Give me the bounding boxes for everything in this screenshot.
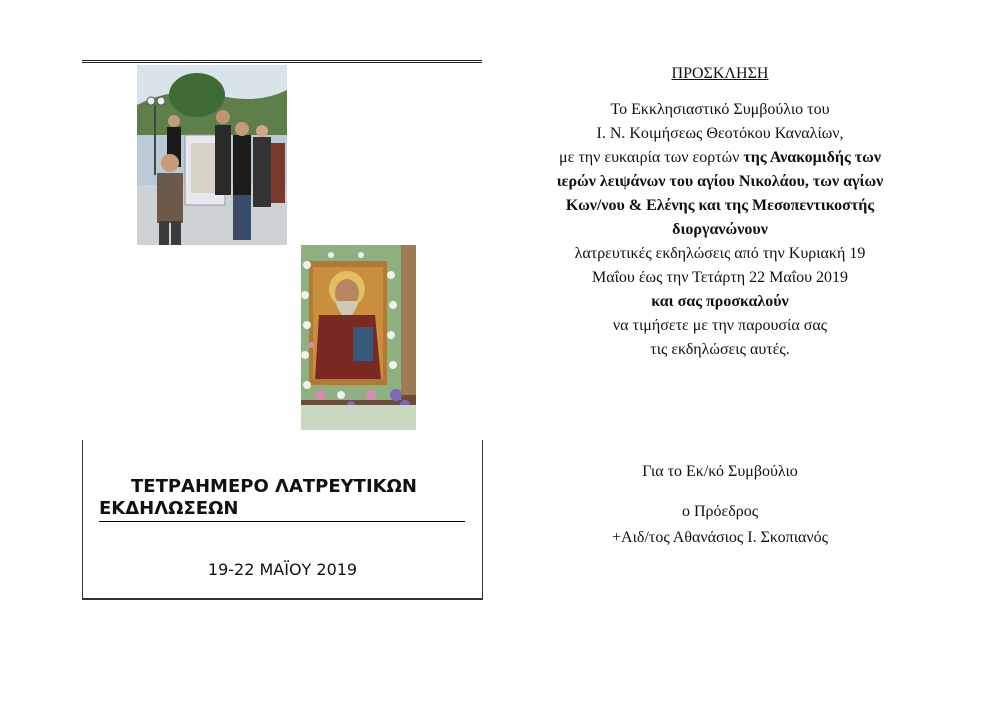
signature-block bbox=[510, 460, 930, 560]
invitation-line: Ι. Ν. Κοιμήσεως Θεοτόκου Καναλίων, bbox=[596, 125, 844, 142]
invitation-line-part: με την ευκαιρία των εορτών bbox=[559, 149, 744, 166]
invitation-line-mixed bbox=[510, 146, 930, 170]
icon-of-saint-photo bbox=[301, 245, 416, 430]
invitation-line: Το Εκκλησιαστικό Συμβούλιο του bbox=[610, 101, 830, 118]
invitation-line: να τιμήσετε με την παρουσία σας bbox=[612, 317, 828, 334]
invitation-line-bold: διοργανώνουν bbox=[672, 221, 768, 238]
invitation-line-bold: ιερών λειψάνων του αγίου Νικολάου, των αγίων bbox=[556, 173, 884, 190]
top-double-rule bbox=[82, 60, 482, 63]
invitation-line: Μαΐου έως την Τετάρτη 22 Μαΐου 2019 bbox=[592, 269, 848, 286]
procession-photo bbox=[137, 65, 287, 245]
event-title-box bbox=[82, 440, 483, 600]
event-dates: 19-22 ΜΑΪΟΥ 2019 bbox=[207, 560, 358, 579]
signature-role: ο Πρόεδρος bbox=[681, 503, 759, 520]
invitation-line-bold: Κων/νου & Ελένης και της Μεσοπεντικοστής bbox=[565, 197, 875, 214]
signature-name: +Αιδ/τος Αθανάσιος Ι. Σκοπιανός bbox=[612, 529, 828, 546]
invitation-line-bold: και σας προσκαλούν bbox=[651, 293, 789, 310]
invitation-line: λατρευτικές εκδηλώσεις από την Κυριακή 19 bbox=[574, 245, 866, 262]
title-underline bbox=[99, 521, 465, 522]
invitation-body bbox=[510, 98, 930, 362]
event-title-line2: ΕΚΔΗΛΩΣΕΩΝ bbox=[99, 498, 239, 519]
event-title-line1: ΤΕΤΡΑΗΜΕΡΟ ΛΑΤΡΕΥΤΙΚΩΝ bbox=[131, 476, 417, 497]
signature-for: Για το Εκ/κό Συμβούλιο bbox=[642, 463, 798, 480]
invitation-line-bold-part: της Ανακομιδής των bbox=[743, 149, 881, 166]
invitation-line: τις εκδηλώσεις αυτές. bbox=[650, 341, 790, 358]
invitation-heading: ΠΡΟΣΚΛΗΣΗ bbox=[671, 65, 769, 82]
